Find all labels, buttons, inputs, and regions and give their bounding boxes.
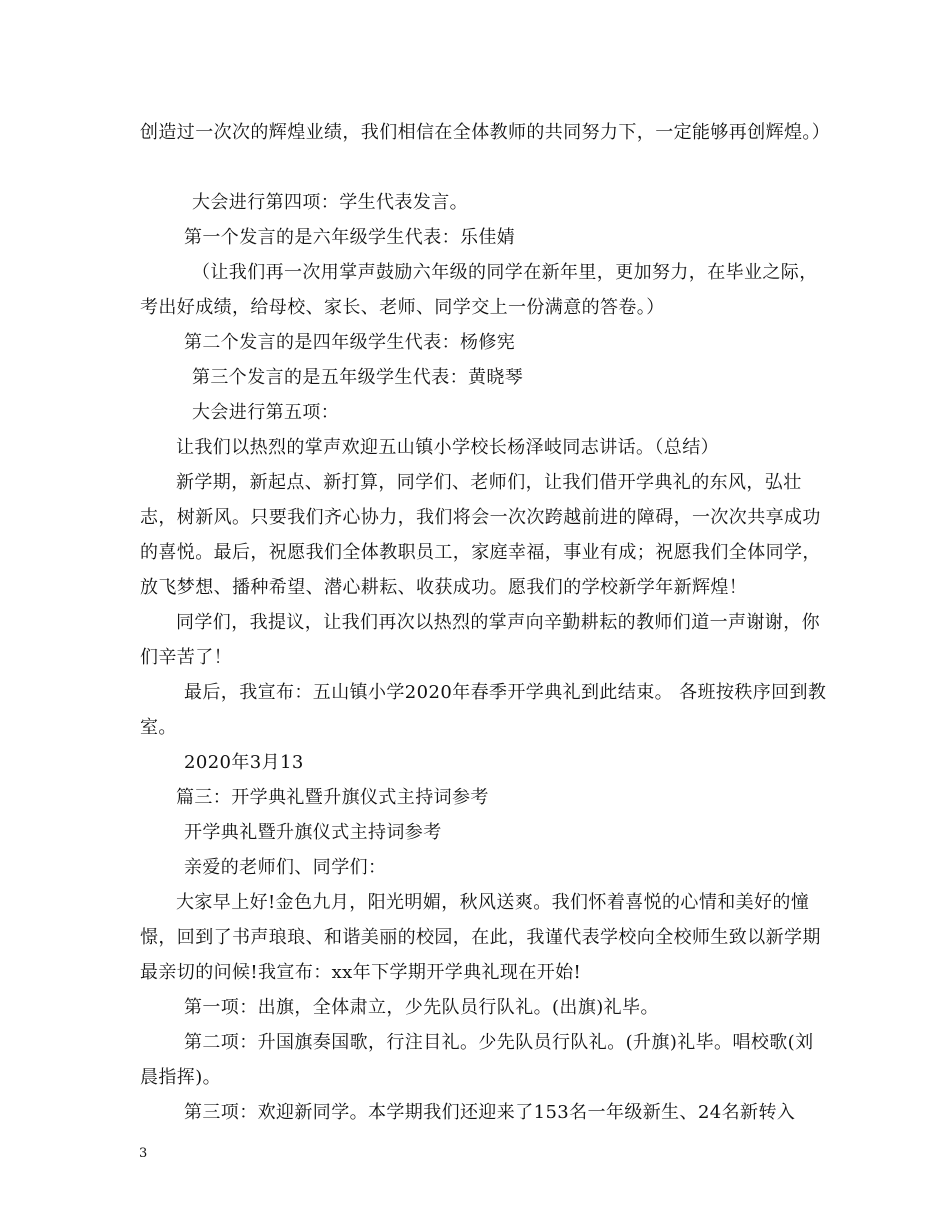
paragraph-8: 让我们以热烈的掌声欢迎五山镇小学校长杨泽岐同志讲话。（总结） <box>176 437 719 458</box>
paragraph-2: 大会进行第四项：学生代表发言。 <box>192 192 468 213</box>
paragraph-6: 第三个发言的是五年级学生代表：黄晓琴 <box>192 367 524 388</box>
paragraph-4: （让我们再一次用掌声鼓励六年级的同学在新年里，更加努力，在毕业之际，考出好成绩，给母校、家长、老师、同学交上一份满意的答卷。） <box>140 262 818 318</box>
paragraph-14: 开学典礼暨升旗仪式主持词参考 <box>184 822 442 843</box>
section-heading: 篇三：开学典礼暨升旗仪式主持词参考 <box>176 787 489 808</box>
paragraph-10: 同学们，我提议，让我们再次以热烈的掌声向辛勤耕耘的教师们道一声谢谢，你们辛苦了！ <box>140 612 820 668</box>
paragraph-9: 新学期，新起点、新打算，同学们、老师们，让我们借开学典礼的东风，弘壮志，树新风。只要我们齐心协力，我们将会一次次跨越前进的障碍，一次次共享成功的喜悦。最后，祝愿我们全体教职员工，家庭幸福，事业有成；祝愿我们全体同学，放飞梦想、播种希望、潜心耕耘、收获成功。愿我们的学校新学年新辉煌！ <box>140 472 821 598</box>
paragraph-11: 最后，我宣布：五山镇小学2020年春季开学典礼到此结束。 各班按秩序回到教室。 <box>140 682 827 738</box>
paragraph-17: 第一项：出旗，全体肃立，少先队员行队礼。(出旗)礼毕。 <box>184 997 659 1018</box>
paragraph-16: 大家早上好!金色九月，阳光明媚，秋风送爽。我们怀着喜悦的心情和美好的憧憬，回到了书声琅琅、和谐美丽的校园，在此，我谨代表学校向全校师生致以新学期最亲切的问候!我宣布：xx年下学期开学典礼现在开始! <box>140 892 821 983</box>
paragraph-19: 第三项：欢迎新同学。本学期我们还迎来了153名一年级新生、24名新转入 <box>184 1102 796 1123</box>
paragraph-15: 亲爱的老师们、同学们： <box>184 857 387 878</box>
paragraph-18: 第二项：升国旗奏国歌，行注目礼。少先队员行队礼。(升旗)礼毕。唱校歌(刘晨指挥)。 <box>140 1032 814 1088</box>
paragraph-3: 第一个发言的是六年级学生代表：乐佳婧 <box>184 227 516 248</box>
paragraph-12: 2020年3月13 <box>184 752 304 773</box>
paragraph-1: 创造过一次次的辉煌业绩，我们相信在全体教师的共同努力下，一定能够再创辉煌。） <box>140 122 831 143</box>
paragraph-5: 第二个发言的是四年级学生代表：杨修宪 <box>184 332 516 353</box>
paragraph-7: 大会进行第五项： <box>192 402 340 423</box>
page-number: 3 <box>139 1146 148 1161</box>
